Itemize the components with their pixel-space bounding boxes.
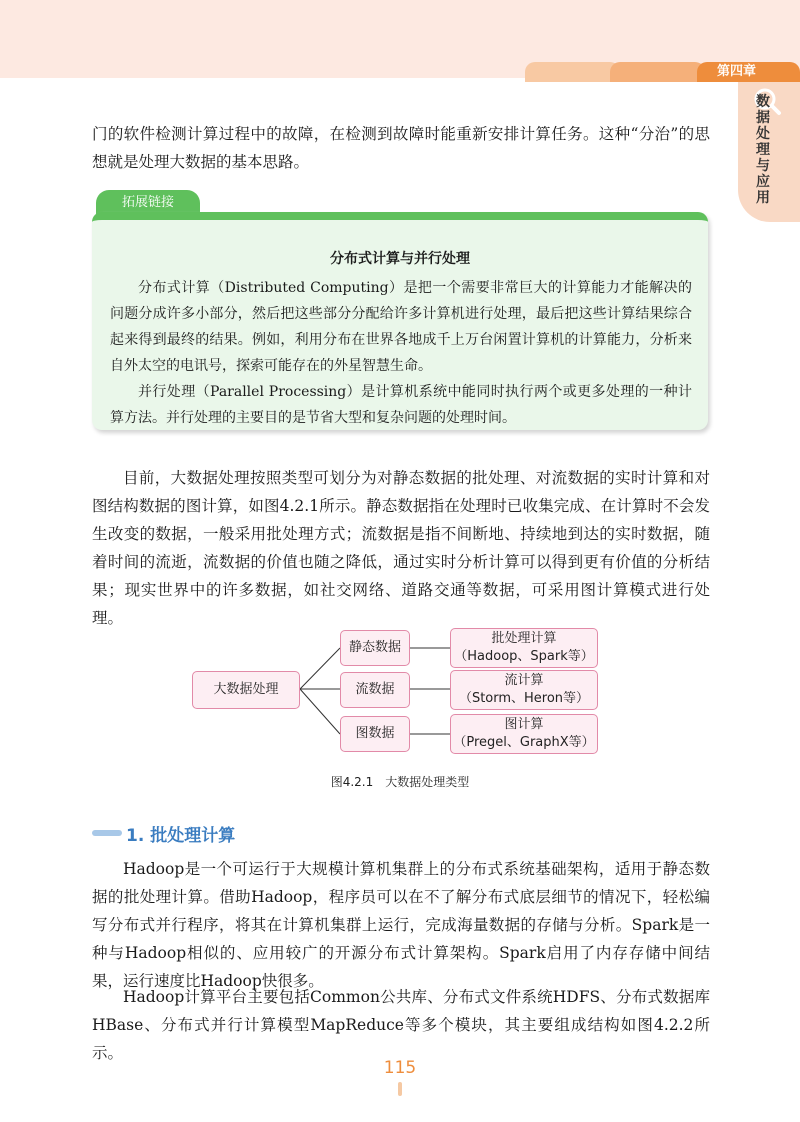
section-bullet-bar <box>92 830 122 836</box>
chapter-label: 第四章 <box>697 62 800 82</box>
page-number-marker <box>398 1082 402 1096</box>
extension-paragraph-2: 并行处理（Parallel Processing）是计算机系统中能同时执行两个或更多处理的一种计算方法。并行处理的主要目的是节省大型和复杂问题的处理时间。 <box>110 384 692 426</box>
paragraph-types: 目前，大数据处理按照类型可划分为对静态数据的批处理、对流数据的实时计算和对图结构数据的图计算，如图4.2.1所示。静态数据指在处理时已收集完成、在计算时不会发生改变的数据，一般采用批处理方式；流数据是指不间断地、持续地到达的实时数据，随着时间的流逝，流数据的价值也随之降低，通过实时分析计算可以得到更有价值的分析结果；现实世界中的许多数据，如社交网络、道路交通等数据，可采用图计算模式进行处理。 <box>92 469 710 627</box>
chapter-tab-decor-2 <box>610 62 705 82</box>
extension-paragraph-1: 分布式计算（Distributed Computing）是把一个需要非常巨大的计算能力才能解决的问题分成许多小部分，然后把这些部分分配给许多计算机进行处理，最后把这些计算结果综合起来得到最终的结果。例如，利用分布在世界各地成千上万台闲置计算机的计算能力，分析来自外太空的电讯号，探索可能存在的外星智慧生命。 <box>110 280 692 374</box>
diagram-node-graph-computing <box>450 714 598 754</box>
batch-computing-label: 批处理计算 <box>491 631 557 646</box>
chapter-tab-decor-1 <box>525 62 620 82</box>
side-title: 数据处理与应用 <box>756 94 770 206</box>
processing-types-diagram <box>190 620 610 760</box>
section-title: 1. 批处理计算 <box>126 826 236 846</box>
diagram-node-stream-data: 流数据 <box>340 672 410 708</box>
page-number: 115 <box>383 1058 417 1078</box>
paragraph-hadoop: Hadoop是一个可运行于大规模计算机集群上的分布式系统基础架构，适用于静态数据的批处理计算。借助Hadoop，程序员可以在不了解分布式底层细节的情况下，轻松编写分布式并行程序，将其在计算机集群上运行，完成海量数据的存储与分析。Spark是一种与Hadoop相似的、应用较广的开源分布式计算架构。Spark启用了内存存储中间结果，运行速度比Hadoop快很多。 <box>92 860 710 990</box>
graph-computing-detail: （Pregel、GraphX等） <box>453 735 595 750</box>
extension-label: 拓展链接 <box>96 190 200 216</box>
paragraph-intro: 门的软件检测计算过程中的故障，在检测到故障时能重新安排计算任务。这种“分治”的思想就是处理大数据的基本思路。 <box>92 125 710 171</box>
graph-computing-label: 图计算 <box>504 717 544 732</box>
connector-root-static <box>300 648 340 689</box>
connector-root-graph <box>300 689 340 734</box>
figure-caption: 图4.2.1 大数据处理类型 <box>330 775 470 789</box>
diagram-node-graph-data: 图数据 <box>340 716 410 752</box>
batch-computing-detail: （Hadoop、Spark等） <box>454 649 594 664</box>
paragraph-hadoop-modules: Hadoop计算平台主要包括Common公共库、分布式文件系统HDFS、分布式数据库HBase、分布式并行计算模型MapReduce等多个模块，其主要组成结构如图4.2.2所示。 <box>92 988 710 1062</box>
diagram-node-stream-computing <box>450 670 598 710</box>
stream-computing-detail: （Storm、Heron等） <box>458 691 590 706</box>
diagram-node-static-data: 静态数据 <box>340 630 410 666</box>
diagram-node-batch-computing <box>450 628 598 668</box>
side-chapter-tab <box>738 82 800 222</box>
diagram-node-root: 大数据处理 <box>192 671 300 709</box>
extension-title: 分布式计算与并行处理 <box>330 251 470 267</box>
stream-computing-label: 流计算 <box>504 673 544 688</box>
extension-box <box>92 212 708 430</box>
